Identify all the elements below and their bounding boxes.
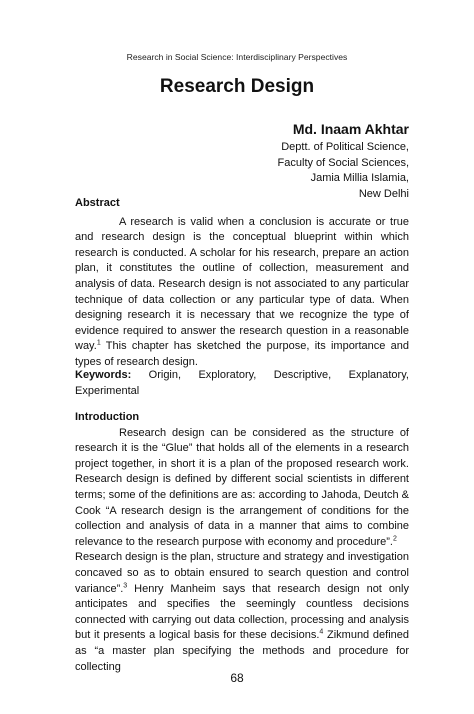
affiliation-line: Deptt. of Political Science,	[281, 141, 409, 153]
abstract-section	[75, 196, 409, 371]
intro-text: Henry Manheim says that research design not only anticipates and specifies the seemingly countless decisions connected with carrying out data collection, processing and analysis but it presents a logical basis for these decisions.	[75, 582, 409, 642]
affiliation-line: New Delhi	[358, 187, 409, 200]
abstract-paragraph	[75, 215, 409, 371]
affiliation-line: Faculty of Social Sciences,	[277, 156, 409, 169]
keyword: Descriptive,	[273, 369, 332, 381]
footnote-ref: 4	[319, 628, 324, 636]
running-head: Research in Social Science: Interdisciplinary Perspectives	[126, 52, 348, 62]
abstract-text-cont: This chapter has sketched the purpose, its importance and types of research design.	[75, 340, 409, 368]
intro-text: Zikmund defined as “a master plan specifying the methods and procedure for collecting	[75, 629, 409, 673]
author-block	[149, 120, 409, 202]
introduction-paragraph	[75, 426, 409, 551]
intro-text: Research design can be considered as the structure of research it is the “Glue” that holds all of the elements in a research project together, in short it is a plan of the proposed research work. Research design is defined by different social scientists in different terms; some of the definitions are as: according to Jahoda, Deutch & Cook “A research design is the arrangement of conditions for the collection and analysis of data in a manner that aims to combine relevance to the research purpose with economy and procedure”.	[75, 426, 409, 548]
keywords-label: Keywords:	[75, 369, 132, 381]
keyword: Experimental	[75, 384, 140, 397]
keyword: Origin,	[148, 369, 182, 381]
introduction-section	[75, 410, 409, 675]
keywords-line	[75, 368, 409, 384]
introduction-heading: Introduction	[75, 411, 140, 423]
introduction-paragraph	[75, 550, 409, 675]
abstract-heading: Abstract	[75, 197, 120, 209]
footnote-ref: 3	[123, 581, 128, 589]
intro-text: Research design is the plan, structure and strategy and investigation concaved so as to obtain ensured to search question and control variance”.	[75, 551, 409, 595]
affiliation-line: Jamia Millia Islamia,	[310, 172, 409, 185]
footnote-ref: 1	[96, 339, 101, 347]
keyword: Explanatory,	[348, 369, 409, 381]
keywords-section	[75, 368, 409, 399]
page-title: Research Design	[159, 76, 315, 97]
keyword: Exploratory,	[198, 369, 257, 381]
abstract-text: A research is valid when a conclusion is accurate or true and research design is the conceptual blueprint within which research is conducted. A scholar for his research, prepare an action plan, it constitutes the outline of collection, measurement and analysis of data. Research design is not associated to any particular technique of data collection or any particular type of data. When designing research it is necessary that we recognize the type of evidence required to answer the research question in a reasonable way.	[75, 215, 409, 353]
page-number: 68	[230, 671, 244, 685]
author-name: Md. Inaam Akhtar	[292, 121, 409, 137]
footnote-ref: 2	[392, 535, 397, 543]
